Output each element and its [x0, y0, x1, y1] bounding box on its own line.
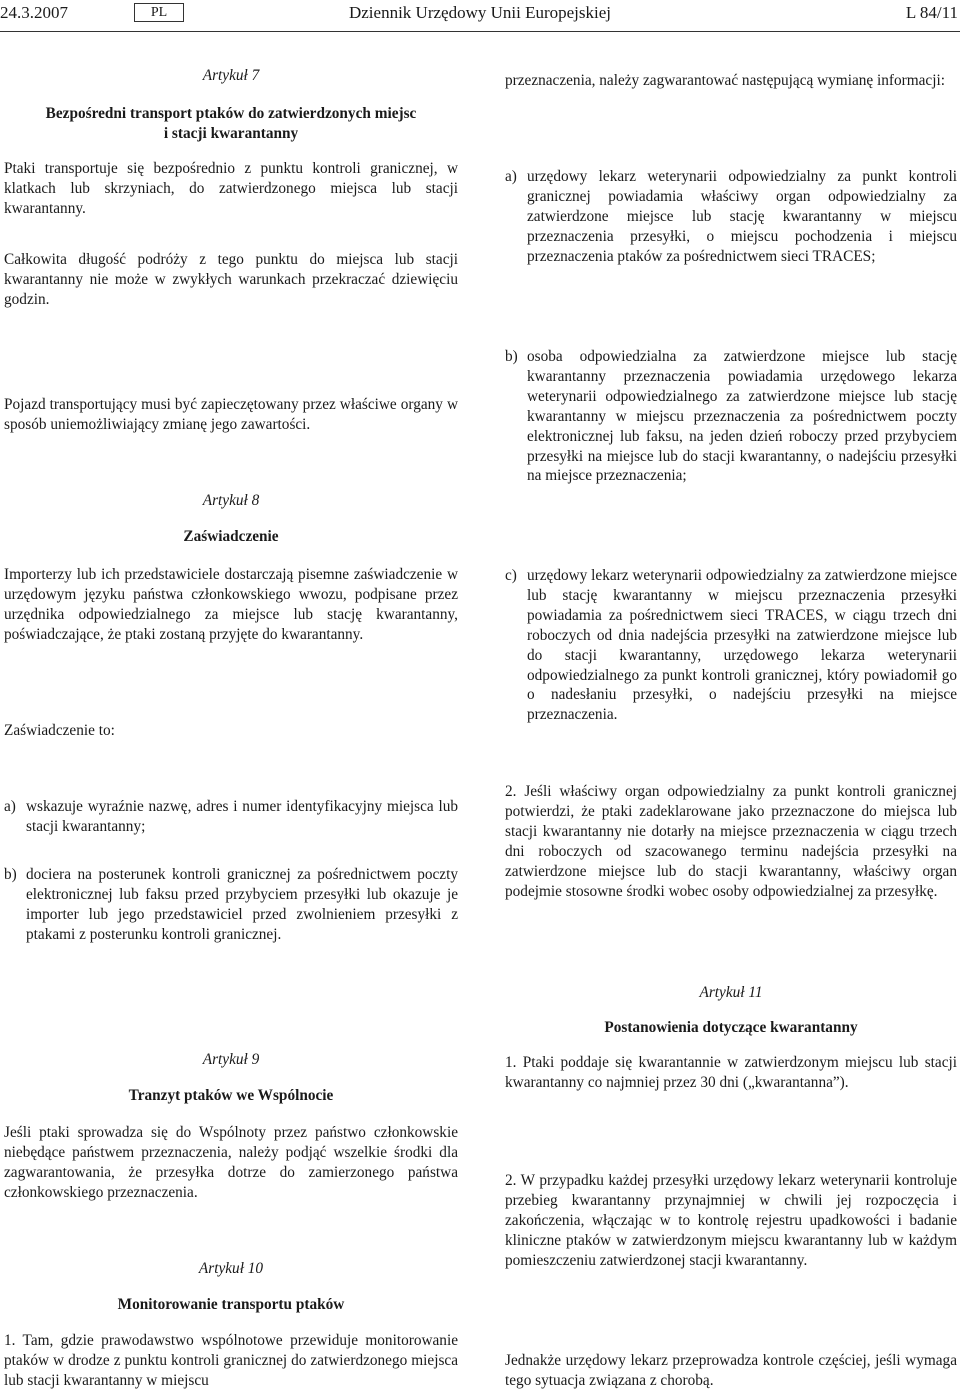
item-text: dociera na posterunek kontroli granicznej za pośrednictwem poczty elektronicznej lub faksu przed przybyciem przesyłki lub okazuje je importer lub jego przedstawiciel przed zwolnieniem przesyłki z ptakami z posterunku kontroli granicznej.: [26, 866, 458, 943]
art8-item-b: [4, 865, 458, 945]
page-number: L 84/11: [905, 3, 958, 22]
art11-paragraph-1: 1. Ptaki poddaje się kwarantannie w zatwierdzonym miejscu lub stacji kwarantanny co najmniej przez 30 dni („kwarantanna”).: [505, 1054, 957, 1091]
art7-paragraph-3: Pojazd transportujący musi być zapieczętowany przez właściwe organy w sposób uniemożliwiający zmianę jego zawartości.: [4, 396, 458, 433]
art10-title: Monitorowanie transportu ptaków: [117, 1296, 345, 1313]
art9-title: Tranzyt ptaków we Wspólnocie: [128, 1087, 334, 1104]
art11-heading: Artykuł 11: [699, 984, 763, 1001]
art10-item-a: [505, 167, 957, 267]
art8-item-a: [4, 797, 458, 837]
language-box: PL: [134, 3, 184, 22]
art8-paragraph-1: Importerzy lub ich przedstawiciele dostarczają pisemne zaświadczenie w urzędowym języku państwa członkowskiego wwozu, podpisane przez urzędnika odpowiedzialnego za miejsce lub stację kwarantanny, poświadczające, że ptaki zostaną przyjęte do kwarantanny.: [4, 566, 458, 643]
art11-paragraph-2: 2. W przypadku każdej przesyłki urzędowy lekarz weterynarii kontroluje przebieg kwarantanny przynajmniej w chwili jej rozpoczęcia i zakończenia, włączając w to kontrolę rejestru upadkowości i badanie kliniczne ptaków w zatwierdzonym miejscu kwarantanny lub w każdym pomieszczeniu zatwierdzonej stacji kwarantanny.: [505, 1172, 957, 1269]
item-label: a): [4, 798, 16, 815]
art8-heading: Artykuł 8: [202, 492, 260, 509]
item-text: wskazuje wyraźnie nazwę, adres i numer identyfikacyjny miejsca lub stacji kwarantanny;: [26, 798, 458, 835]
art7-paragraph-2: Całkowita długość podróży z tego punktu do miejsca lub stacji kwarantanny nie może w zwykłych warunkach przekraczać dziewięciu godzin.: [4, 251, 458, 308]
art8-paragraph-2: Zaświadczenie to:: [4, 722, 115, 739]
header-date: 24.3.2007: [0, 3, 68, 22]
item-text: osoba odpowiedzialna za zatwierdzone miejsce lub stację kwarantanny przeznaczenia powiadamia urzędowego lekarza weterynarii odpowiedzialnego za zatwierdzone miejsce lub stację kwarantanny w miejscu przeznaczenia za pośrednictwem poczty elektronicznej lub faksu, na jeden dzień roboczy przed przybyciem przesyłki na miejsce lub do stacji kwarantanny, o nadejściu przesyłki na miejsce przeznaczenia;: [527, 348, 957, 485]
art7-heading: Artykuł 7: [202, 67, 260, 84]
item-label: b): [505, 348, 518, 365]
art11-title: Postanowienia dotyczące kwarantanny: [604, 1019, 858, 1036]
item-label: b): [4, 866, 17, 883]
art10-paragraph-1: 1. Tam, gdzie prawodawstwo wspólnotowe przewiduje monitorowanie ptaków w drodze z punktu kontroli granicznej do zatwierdzonego miejsca lub stacji kwarantanny w miejscu: [4, 1332, 458, 1389]
art10-heading: Artykuł 10: [198, 1260, 264, 1277]
art7-title-line1: Bezpośredni transport ptaków do zatwierdzonych miejsc: [45, 105, 417, 122]
art10-paragraph-2: 2. Jeśli właściwy organ odpowiedzialny za punkt kontroli granicznej potwierdzi, że ptaki zadeklarowane jako przeznaczone do miejsca lub stacji kwarantanny nie dotarły na miejsce przeznaczenia w ciągu trzech dni roboczych od szacowanego terminu nadejścia przesyłki na zatwierdzone miejsce lub do stacji kwarantanny, właściwy organ podejmie stosowne środki wobec osoby odpowiedzialnej za przesyłkę.: [505, 783, 957, 900]
item-text: urzędowy lekarz weterynarii odpowiedzialny za zatwierdzone miejsce lub stację kwarantanny w miejscu przeznaczenia przesyłki powiadamia za pośrednictwem sieci TRACES, w ciągu trzech dni roboczych od dnia nadejścia przesyłki na zatwierdzone miejsce lub do stacji kwarantanny, urzędowego lekarza weterynarii odpowiedzialnego za punkt kontroli granicznej, który powiadomił go o nadesłaniu przesyłki, o nadejściu przesyłki na miejsce przeznaczenia.: [527, 567, 957, 724]
art10-paragraph-1-continued: przeznaczenia, należy zagwarantować następującą wymianę informacji:: [505, 72, 945, 89]
art7-paragraph-1: Ptaki transportuje się bezpośrednio z punktu kontroli granicznej, w klatkach lub skrzyniach, do zatwierdzonego miejsca lub stacji kwarantanny.: [4, 160, 458, 217]
art11-paragraph-3: Jednakże urzędowy lekarz przeprowadza kontrole częściej, jeśli wymaga tego sytuacja związana z chorobą.: [505, 1352, 957, 1389]
page-header: [0, 3, 960, 25]
art9-heading: Artykuł 9: [202, 1051, 260, 1068]
art9-paragraph-1: Jeśli ptaki sprowadza się do Wspólnoty przez państwo członkowskie niebędące państwem przeznaczenia, należy podjąć wszelkie środki dla zagwarantowania, że przesyłka dotrze do zamierzonego państwa członkowskiego przeznaczenia.: [4, 1124, 458, 1201]
item-label: a): [505, 168, 517, 185]
item-text: urzędowy lekarz weterynarii odpowiedzialny za punkt kontroli granicznej powiadamia właściwy organ odpowiedzialny za zatwierdzone miejsce lub stację kwarantanny w miejscu przeznaczenia przesyłki, o miejscu pochodzenia i miejscu przeznaczenia ptaków za pośrednictwem sieci TRACES;: [527, 168, 957, 265]
art10-item-b: [505, 347, 957, 486]
header-divider: [0, 31, 960, 32]
journal-title: Dziennik Urzędowy Unii Europejskiej: [348, 3, 611, 22]
art8-title: Zaświadczenie: [183, 528, 279, 545]
item-label: c): [505, 567, 517, 584]
art7-title-line2: i stacji kwarantanny: [163, 125, 299, 142]
art10-item-c: [505, 566, 957, 725]
